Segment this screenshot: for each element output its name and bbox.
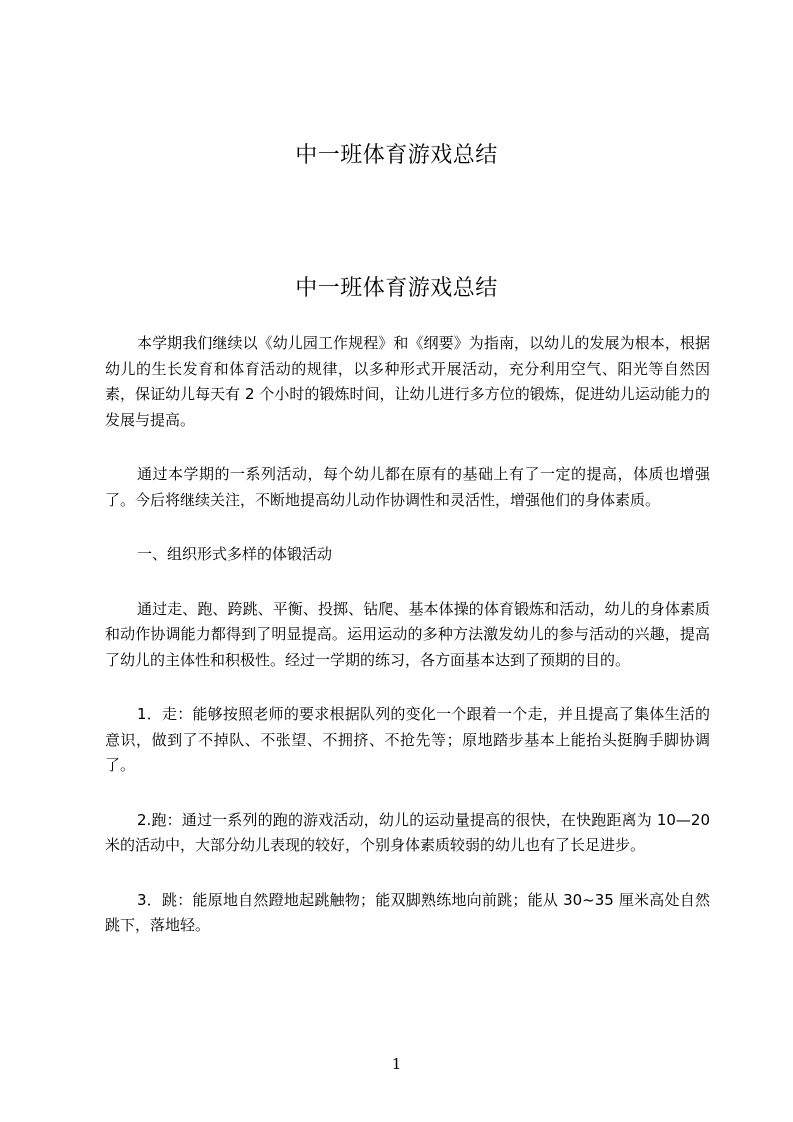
jumping-paragraph: 3．跳：能原地自然蹬地起跳触物；能双脚熟练地向前跳；能从 30~35 厘米高处自然跳下，落地轻。 bbox=[105, 890, 710, 934]
running-paragraph: 2.跑：通过一系列的跑的游戏活动，幼儿的运动量提高的很快，在快跑距离为 10—20 米的活动中，大部分幼儿表现的较好，个别身体素质较弱的幼儿也有了长足进步。 bbox=[105, 810, 710, 854]
document-title: 中一班体育游戏总结 bbox=[295, 276, 498, 301]
section-heading: 一、组织形式多样的体锻活动 bbox=[137, 545, 333, 563]
summary-paragraph: 通过本学期的一系列活动，每个幼儿都在原有的基础上有了一定的提高，体质也增强了。今后将继续关注，不断地提高幼儿动作协调性和灵活性，增强他们的身体素质。 bbox=[105, 465, 710, 509]
page-number: 1 bbox=[391, 1055, 402, 1073]
intro-paragraph: 本学期我们继续以《幼儿园工作规程》和《纲要》为指南，以幼儿的发展为根本，根据幼儿的生长发育和体育活动的规律，以多种形式开展活动，充分利用空气、阳光等自然因素，保证幼儿每天有 2 个小时的锻炼时间，让幼儿进行多方位的锻炼，促进幼儿运动能力的发展与提高。 bbox=[105, 334, 710, 429]
walking-paragraph: 1．走：能够按照老师的要求根据队列的变化一个跟着一个走，并且提高了集体生活的意识，做到了不掉队、不张望、不拥挤、不抢先等；原地踏步基本上能抬头挺胸手脚协调了。 bbox=[105, 705, 710, 774]
section-paragraph: 通过走、跑、跨跳、平衡、投掷、钻爬、基本体操的体育锻炼和活动，幼儿的身体素质和动作协调能力都得到了明显提高。运用运动的多种方法激发幼儿的参与活动的兴趣，提高了幼儿的主体性和积极性。经过一学期的练习，各方面基本达到了预期的目的。 bbox=[105, 599, 710, 669]
document-body bbox=[105, 331, 710, 968]
cover-title: 中一班体育游戏总结 bbox=[295, 143, 498, 168]
